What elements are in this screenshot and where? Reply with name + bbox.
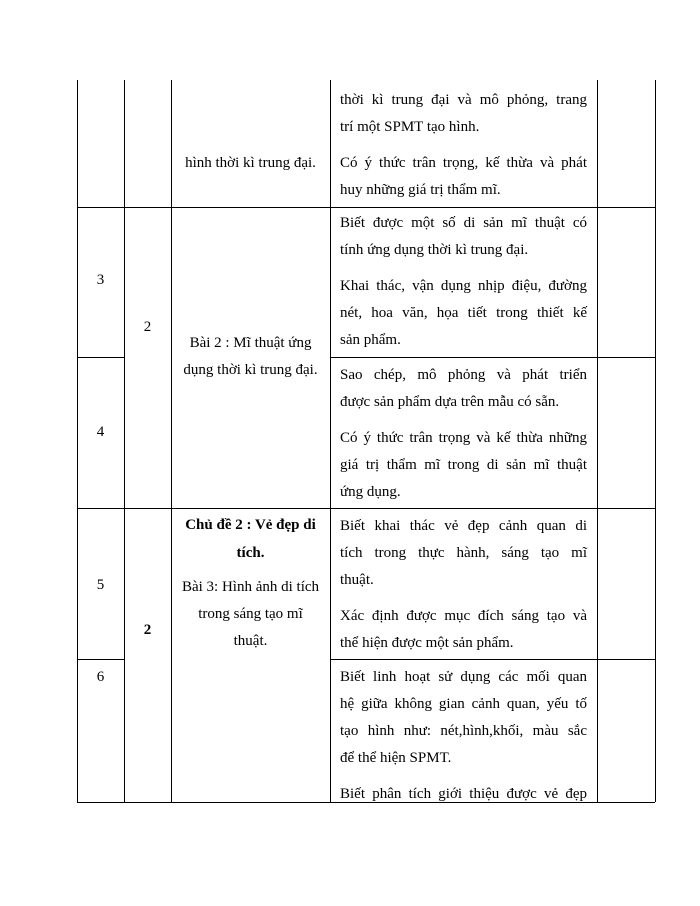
topic-2-title-line-1: Chủ đề 2 : Vẻ đẹp di [185, 517, 316, 533]
week5-content-line-5: thể hiện được một sản phẩm. [340, 635, 514, 651]
week6-content-line-3: tạo hình như: nét,hình,khối, màu sắc [340, 723, 587, 739]
week6-content-line-1: Biết linh hoạt sử dụng các mối quan [340, 669, 587, 685]
top-row-content-line-1: thời kì trung đại và mô phỏng, trang [340, 92, 587, 108]
row-divider-week4 [77, 508, 655, 509]
week6-content-line-2: hệ giữa không gian cảnh quan, yếu tố [340, 696, 587, 712]
week4-content-line-3: Có ý thức trân trọng và kế thừa những [340, 430, 587, 446]
week-number-4: 4 [96, 424, 105, 440]
top-row-content-line-3: Có ý thức trân trọng, kế thừa và phát [340, 155, 587, 171]
week6-content-line-4: để thể hiện SPMT. [340, 750, 452, 766]
lesson-2-line-1: Bài 2 : Mĩ thuật ứng [189, 335, 312, 351]
periods-weeks-3-4: 2 [143, 319, 152, 335]
week5-content-line-1: Biết khai thác vẻ đẹp cảnh quan di [340, 518, 587, 534]
week3-content-line-5: sản phẩm. [340, 332, 401, 348]
row-divider-week3-col1 [77, 357, 124, 358]
lesson-3-line-2: trong sáng tạo mĩ [198, 606, 303, 622]
week5-content-line-4: Xác định được mục đích sáng tạo và [340, 608, 587, 624]
week-number-6: 6 [96, 669, 105, 685]
week5-content-line-3: thuật. [340, 572, 374, 588]
table-border-right [655, 80, 656, 802]
week3-content-line-1: Biết được một số di sản mĩ thuật có [340, 215, 587, 231]
week4-content-line-2: được sản phẩm dựa trên mẫu có sẵn. [340, 394, 560, 410]
week3-content-line-3: Khai thác, vận dụng nhịp điệu, đường [340, 278, 587, 294]
row-divider-week5-col4 [330, 659, 655, 660]
lesson-3-line-1: Bài 3: Hình ảnh di tích [181, 579, 320, 595]
row-divider-week3-col4 [330, 357, 655, 358]
periods-weeks-5-6: 2 [143, 622, 152, 638]
column-divider-2 [171, 80, 172, 802]
column-divider-4 [597, 80, 598, 802]
row-divider-top [77, 207, 655, 208]
top-row-content-line-4: huy những giá trị thẩm mĩ. [340, 182, 501, 198]
row-divider-week5-col1 [77, 659, 124, 660]
top-row-content-line-2: trí một SPMT tạo hình. [340, 119, 480, 135]
week4-content-line-5: ứng dụng. [340, 484, 401, 500]
lesson-3-line-3: thuật. [233, 633, 268, 649]
week5-content-line-2: tích trong thực hành, sáng tạo mĩ [340, 545, 587, 561]
week6-content-line-5: Biết phân tích giới thiệu được vẻ đẹp [340, 786, 587, 802]
week4-content-line-1: Sao chép, mô phỏng và phát triển [340, 367, 587, 383]
column-divider-1 [124, 80, 125, 802]
week4-content-line-4: giá trị thẩm mĩ trong di sản mĩ thuật [340, 457, 587, 473]
week3-content-line-2: tính ứng dụng thời kì trung đại. [340, 242, 529, 258]
topic-2-title-line-2: tích. [236, 545, 265, 561]
lesson-2-line-2: dụng thời kì trung đại. [183, 362, 318, 378]
column-divider-3 [330, 80, 331, 802]
week-number-5: 5 [96, 577, 105, 593]
week-number-3: 3 [96, 272, 105, 288]
week3-content-line-4: nét, hoa văn, họa tiết trong thiết kế [340, 305, 587, 321]
top-row-lesson-text: hình thời kì trung đại. [185, 155, 316, 171]
